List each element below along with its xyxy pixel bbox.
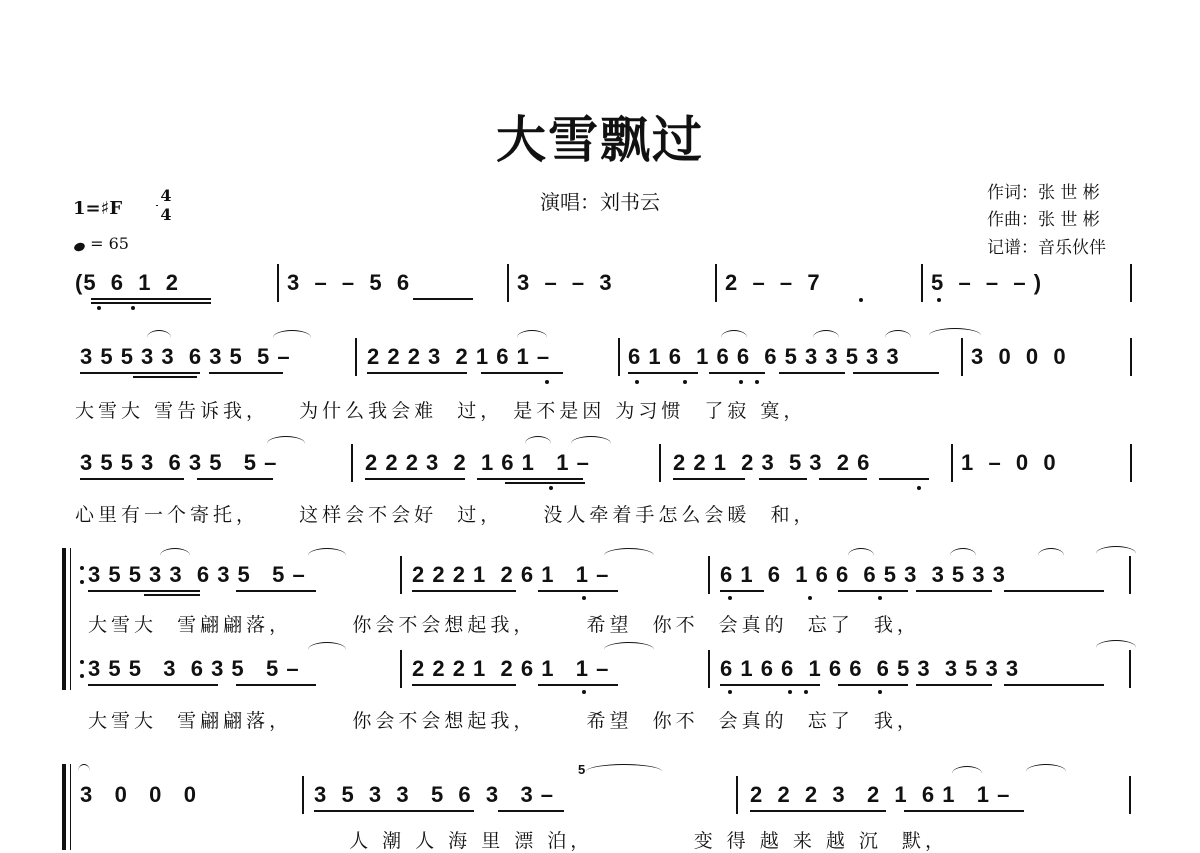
measure: 3 0 0 0 bbox=[971, 344, 1067, 369]
underline bbox=[838, 590, 908, 592]
low-octave-dot bbox=[788, 690, 792, 694]
underline bbox=[481, 372, 563, 374]
low-octave-dot bbox=[917, 486, 921, 490]
measure: 2 2 2 3 2 1 6 1 – bbox=[367, 344, 551, 369]
tempo-marking bbox=[74, 234, 129, 253]
measure: 6 1 6 1 6 6 6 5 3 3 5 3 3 bbox=[628, 344, 900, 369]
key-signature: 1=♯F bbox=[73, 198, 123, 219]
underline bbox=[628, 372, 698, 374]
low-octave-dot bbox=[97, 306, 101, 310]
slur bbox=[1026, 764, 1066, 779]
measure: 2 2 2 3 2 1 6 1 1 – bbox=[750, 782, 1011, 807]
underline bbox=[209, 372, 283, 374]
underline bbox=[80, 478, 184, 480]
bar-line bbox=[1130, 264, 1132, 302]
low-octave-dot bbox=[545, 380, 549, 384]
slur bbox=[308, 548, 346, 563]
score-row-4 bbox=[88, 650, 1134, 688]
underline bbox=[413, 298, 473, 300]
underline bbox=[91, 302, 211, 304]
bar-line bbox=[1129, 776, 1131, 814]
repeat-bracket bbox=[62, 548, 66, 690]
measure: 3 5 5 3 6 3 5 5 – bbox=[88, 656, 300, 681]
transcriber-credit: 记谱：音乐伙伴 bbox=[987, 238, 1106, 258]
repeat-dot bbox=[80, 660, 84, 664]
underline bbox=[314, 810, 474, 812]
measure: 5 – – – ) bbox=[931, 270, 1043, 295]
bar-line bbox=[715, 264, 717, 302]
low-octave-dot bbox=[549, 486, 553, 490]
underline bbox=[538, 590, 618, 592]
low-octave-dot bbox=[937, 298, 941, 302]
measure: 2 2 2 1 2 6 1 1 – bbox=[412, 562, 610, 587]
underline bbox=[412, 590, 516, 592]
measure: 3 – – 3 bbox=[517, 270, 613, 295]
lyrics-line-2: 心里有一个寄托， 这样会不会好 过， 没人牵着手怎么会暖 和， bbox=[75, 504, 817, 526]
low-octave-dot bbox=[582, 596, 586, 600]
underline bbox=[673, 478, 745, 480]
low-octave-dot bbox=[878, 690, 882, 694]
measure: 3 5 5 3 3 6 3 5 5 – bbox=[80, 344, 291, 369]
grace-note: 5 bbox=[578, 762, 586, 777]
underline bbox=[236, 590, 316, 592]
time-signature-top: 4 bbox=[160, 186, 172, 205]
measure: 2 2 2 3 2 1 6 1 1 – bbox=[365, 450, 590, 475]
lyricist-credit: 作词：张 世 彬 bbox=[987, 183, 1100, 203]
bar-line bbox=[921, 264, 923, 302]
underline bbox=[853, 372, 939, 374]
repeat-bracket bbox=[62, 764, 66, 850]
slur bbox=[308, 642, 346, 657]
bar-line bbox=[1130, 338, 1132, 376]
bar-line bbox=[400, 556, 402, 594]
repeat-dot bbox=[80, 674, 84, 678]
bar-line bbox=[1130, 444, 1132, 482]
score-row-3 bbox=[88, 556, 1134, 594]
measure: 2 2 1 2 3 5 3 2 6 bbox=[673, 450, 871, 475]
measure: 6 1 6 1 6 6 6 5 3 3 5 3 3 bbox=[720, 562, 1006, 587]
measure: 3 5 5 3 3 6 3 5 5 – bbox=[88, 562, 306, 587]
tempo-value: = 65 bbox=[90, 234, 129, 253]
low-octave-dot bbox=[878, 596, 882, 600]
underline bbox=[750, 810, 886, 812]
low-octave-dot bbox=[808, 596, 812, 600]
underline bbox=[916, 684, 992, 686]
underline bbox=[197, 478, 273, 480]
bar-line bbox=[659, 444, 661, 482]
low-octave-dot bbox=[755, 380, 759, 384]
underline bbox=[144, 594, 200, 596]
bar-line bbox=[708, 650, 710, 688]
underline bbox=[819, 478, 867, 480]
bar-line bbox=[1129, 556, 1131, 594]
low-octave-dot bbox=[804, 690, 808, 694]
underline bbox=[838, 684, 908, 686]
time-signature bbox=[154, 186, 178, 224]
lyrics-line-1: 大雪大 雪告诉我， 为什么我会难 过， 是不是因 为习惯 了寂 寞， bbox=[75, 400, 807, 422]
low-octave-dot bbox=[683, 380, 687, 384]
bar-line bbox=[708, 556, 710, 594]
measure: 3 0 0 0 bbox=[80, 782, 197, 807]
measure: 2 2 2 1 2 6 1 1 – bbox=[412, 656, 610, 681]
underline bbox=[80, 372, 200, 374]
bar-line bbox=[1129, 650, 1131, 688]
measure: 6 1 6 6 1 6 6 6 5 3 3 5 3 3 bbox=[720, 656, 1020, 681]
measure: 3 5 3 3 5 6 3 3 – bbox=[314, 782, 555, 807]
score-row-5 bbox=[78, 762, 1134, 814]
underline bbox=[477, 478, 583, 480]
repeat-dot bbox=[80, 580, 84, 584]
measure: 1 – 0 0 bbox=[961, 450, 1057, 475]
score-row-2 bbox=[75, 444, 1135, 482]
underline bbox=[720, 684, 820, 686]
underline bbox=[365, 478, 465, 480]
underline bbox=[1004, 590, 1104, 592]
underline bbox=[904, 810, 1024, 812]
low-octave-dot bbox=[859, 298, 863, 302]
bar-line bbox=[736, 776, 738, 814]
measure: 3 5 5 3 6 3 5 5 – bbox=[80, 450, 278, 475]
underline bbox=[879, 478, 929, 480]
underline bbox=[709, 372, 765, 374]
underline bbox=[538, 684, 618, 686]
underline bbox=[412, 684, 516, 686]
slur bbox=[604, 548, 654, 563]
underline bbox=[133, 376, 197, 378]
repeat-bracket-thin bbox=[70, 548, 71, 690]
composer-credit: 作曲：张 世 彬 bbox=[987, 210, 1100, 230]
underline bbox=[88, 684, 218, 686]
bar-line bbox=[951, 444, 953, 482]
low-octave-dot bbox=[131, 306, 135, 310]
lyrics-line-5: 人 潮 人 海 里 漂 泊， 变 得 越 来 越 沉 默， bbox=[78, 830, 948, 852]
underline bbox=[1004, 684, 1104, 686]
bar-line bbox=[351, 444, 353, 482]
lyrics-line-4: 大雪大 雪翩翩落， 你会不会想起我， 希望 你不 会真的 忘了 我， bbox=[88, 710, 920, 732]
song-title: 大雪飘过 bbox=[496, 110, 704, 169]
score-row-intro bbox=[75, 264, 1135, 302]
low-octave-dot bbox=[635, 380, 639, 384]
measure: 2 – – 7 bbox=[725, 270, 821, 295]
slur bbox=[604, 642, 654, 657]
bar-line bbox=[277, 264, 279, 302]
time-signature-line bbox=[156, 205, 158, 206]
slur bbox=[1038, 548, 1064, 563]
bar-line bbox=[355, 338, 357, 376]
underline bbox=[779, 372, 845, 374]
low-octave-dot bbox=[728, 596, 732, 600]
measure: 3 – – 5 6 bbox=[287, 270, 411, 295]
singer-credit: 演唱：刘书云 bbox=[540, 190, 660, 214]
underline bbox=[916, 590, 992, 592]
quarter-note-icon bbox=[73, 241, 86, 252]
low-octave-dot bbox=[739, 380, 743, 384]
bar-line bbox=[618, 338, 620, 376]
repeat-bracket-thin bbox=[70, 764, 71, 850]
low-octave-dot bbox=[728, 690, 732, 694]
bar-line bbox=[302, 776, 304, 814]
underline bbox=[367, 372, 467, 374]
bar-line bbox=[507, 264, 509, 302]
underline bbox=[498, 810, 564, 812]
underline bbox=[88, 590, 200, 592]
underline bbox=[720, 590, 764, 592]
repeat-dot bbox=[80, 566, 84, 570]
time-signature-bottom: 4 bbox=[160, 205, 172, 224]
low-octave-dot bbox=[582, 690, 586, 694]
score-row-1 bbox=[75, 338, 1135, 376]
measure: (5 6 1 2 bbox=[75, 270, 179, 295]
underline bbox=[91, 298, 211, 300]
underline bbox=[236, 684, 316, 686]
underline bbox=[505, 482, 585, 484]
underline bbox=[759, 478, 807, 480]
slur bbox=[586, 764, 662, 779]
lyrics-line-3: 大雪大 雪翩翩落， 你会不会想起我， 希望 你不 会真的 忘了 我， bbox=[88, 614, 920, 636]
bar-line bbox=[400, 650, 402, 688]
bar-line bbox=[961, 338, 963, 376]
